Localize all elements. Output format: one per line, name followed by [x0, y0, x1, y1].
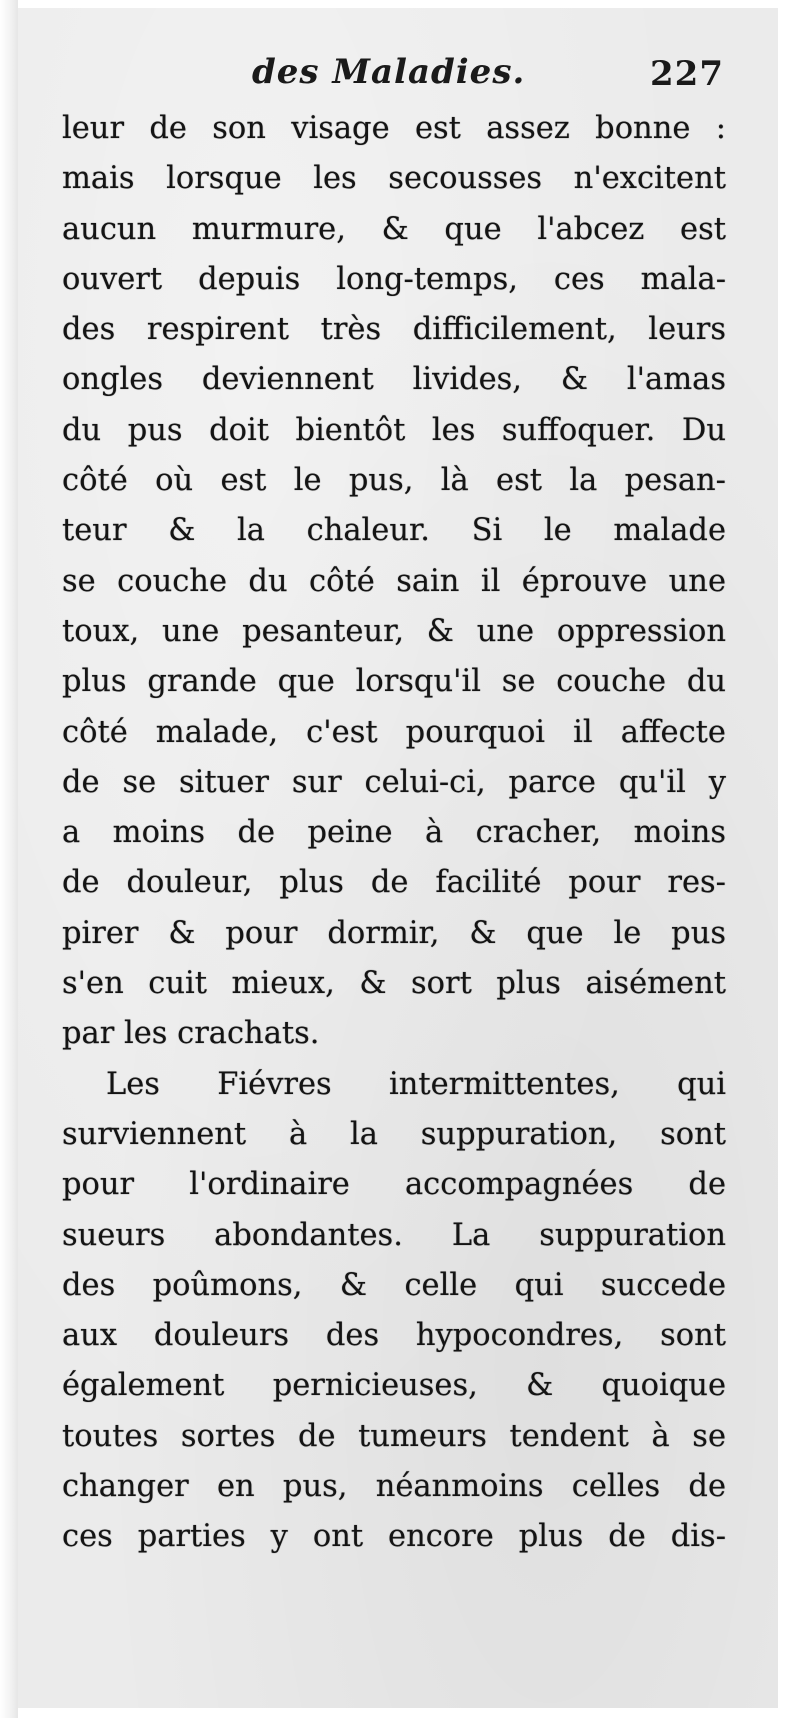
- text-line: des respirent très difficilement, leurs: [62, 312, 726, 348]
- page-number: 227: [650, 54, 724, 94]
- text-line: toutes sortes de tumeurs tendent à se: [62, 1418, 726, 1454]
- running-title: des Maladies.: [252, 52, 526, 92]
- text-line: leur de son visage est assez bonne :: [62, 111, 726, 146]
- paragraph-1: [62, 104, 726, 1060]
- text-line: aux douleurs des hypocondres, sont: [62, 1318, 726, 1354]
- page-header: [0, 52, 800, 112]
- text-line: Les Fiévres intermittentes, qui: [106, 1066, 726, 1102]
- text-line: de douleur, plus de facilité pour res-: [62, 865, 726, 901]
- text-line: aucun murmure, & que l'abcez est: [62, 211, 726, 247]
- text-line: par les crachats.: [62, 1016, 320, 1052]
- text-line: également pernicieuses, & quoique: [62, 1368, 726, 1404]
- text-line: a moins de peine à cracher, moins: [62, 815, 726, 851]
- text-line: teur & la chaleur. Si le malade: [62, 513, 726, 549]
- text-line: de se situer sur celui-ci, parce qu'il y: [62, 764, 726, 800]
- text-line: mais lorsque les secousses n'excitent: [62, 161, 726, 197]
- text-line: plus grande que lorsqu'il se couche du: [62, 664, 726, 700]
- body-text: [62, 104, 726, 1563]
- page-edge: [0, 0, 18, 1718]
- text-line: se couche du côté sain il éprouve une: [62, 563, 726, 599]
- text-line: surviennent à la suppuration, sont: [62, 1116, 726, 1152]
- text-line: toux, une pesanteur, & une oppression: [62, 613, 726, 649]
- text-line: ces parties y ont encore plus de dis-: [62, 1519, 726, 1555]
- text-line: ongles deviennent livides, & l'amas: [62, 362, 726, 398]
- text-line: pirer & pour dormir, & que le pus: [62, 915, 726, 951]
- text-line: côté malade, c'est pourquoi il affecte: [62, 714, 726, 750]
- text-line: ouvert depuis long-temps, ces mala-: [62, 261, 726, 297]
- text-line: des poûmons, & celle qui succede: [62, 1267, 726, 1303]
- text-line: s'en cuit mieux, & sort plus aisément: [62, 966, 726, 1002]
- text-line: sueurs abondantes. La suppuration: [62, 1217, 726, 1253]
- text-line: pour l'ordinaire accompagnées de: [62, 1167, 726, 1203]
- paragraph-2: [62, 1060, 726, 1563]
- text-line: changer en pus, néanmoins celles de: [62, 1469, 726, 1505]
- text-line: côté où est le pus, là est la pesan-: [62, 463, 726, 499]
- text-line: du pus doit bientôt les suffoquer. Du: [62, 412, 726, 448]
